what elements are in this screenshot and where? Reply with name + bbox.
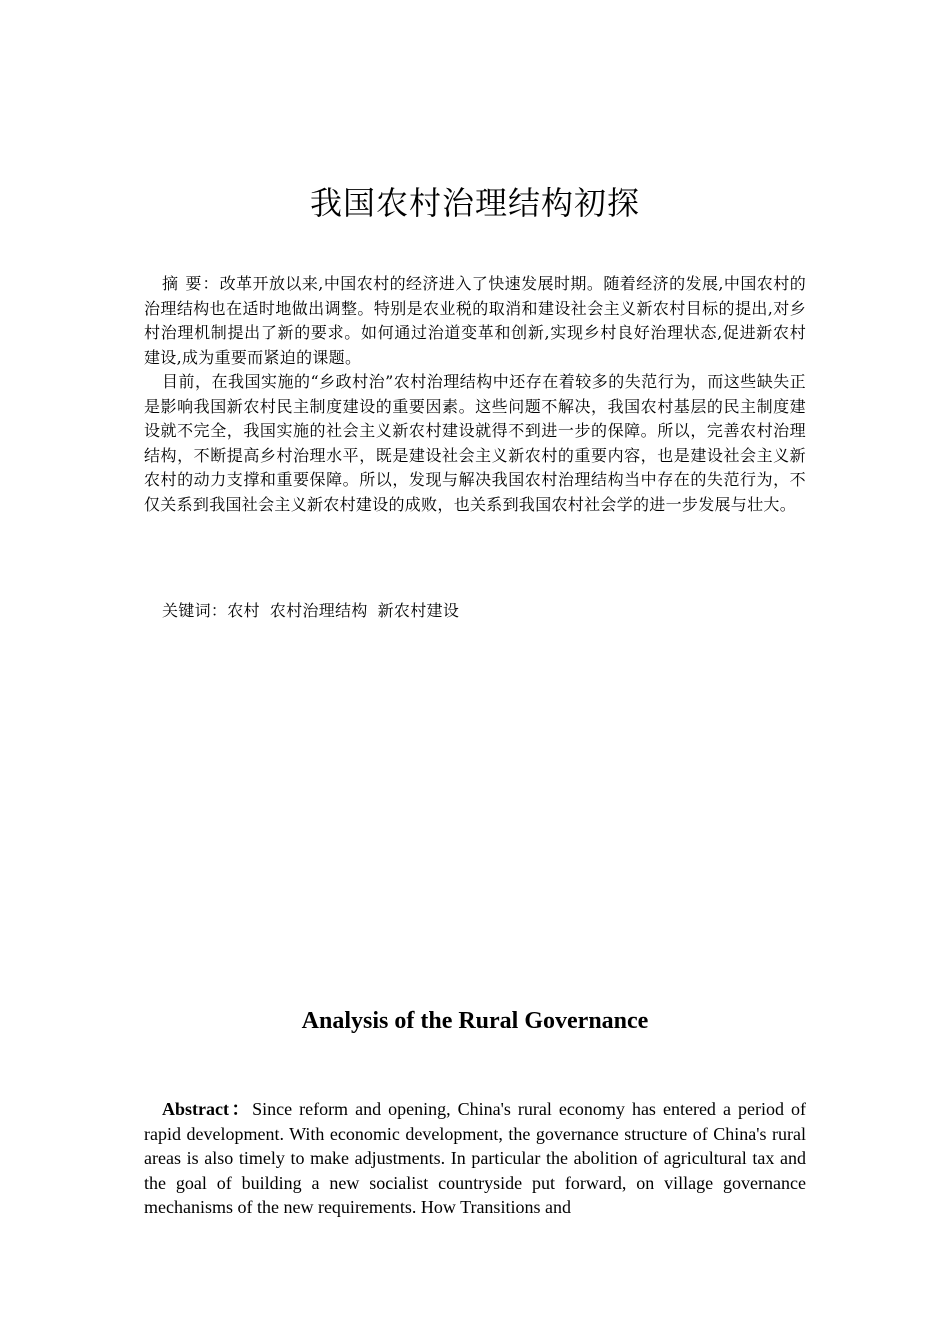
chinese-abstract-label: 摘 要： <box>162 274 220 293</box>
chinese-abstract-paragraph-1 <box>144 272 806 370</box>
english-title: Analysis of the Rural Governance <box>301 1008 649 1034</box>
keyword-item: 农村治理结构 <box>269 601 368 620</box>
chinese-abstract-paragraph-2: 目前，在我国实施的“乡政村治”农村治理结构中还存在着较多的失范行为，而这些缺失正是影响我国新农村民主制度建设的重要因素。这些问题不解决，我国农村基层的民主制度建设就不完全，我国实施的社会主义新农村建设就得不到进一步的保障。所以，完善农村治理结构，不断提高乡村治理水平，既是建设社会主义新农村的重要内容，也是建设社会主义新农村的动力支撑和重要保障。所以，发现与解决我国农村治理结构当中存在的失范行为，不仅关系到我国社会主义新农村建设的成败，也关系到我国农村社会学的进一步发展与壮大。 <box>144 372 806 514</box>
chinese-title: 我国农村治理结构初探 <box>309 184 640 222</box>
english-abstract <box>144 1097 806 1220</box>
chinese-keywords <box>162 599 802 623</box>
chinese-abstract <box>144 272 806 517</box>
chinese-abstract-text-1: 改革开放以来,中国农村的经济进入了快速发展时期。随着经济的发展,中国农村的治理结构也在适时地做出调整。特别是农业税的取消和建设社会主义新农村目标的提出,对乡村治理机制提出了新的要求。如何通过治道变革和创新,实现乡村良好治理状态,促进新农村建设,成为重要而紧迫的课题。 <box>144 274 806 367</box>
english-abstract-text: Since reform and opening, China's rural economy has entered a period of rapid development. With economic development, the governance structure of China's rural areas is also timely to make adjustments. In particular the abolition of agricultural tax and the goal of building a new socialist countryside put forward, on village governance mechanisms of the new requirements. How Transitions and <box>144 1099 807 1218</box>
english-abstract-paragraph <box>144 1097 806 1220</box>
english-abstract-label: Abstract： <box>162 1099 253 1119</box>
chinese-keywords-label: 关键词： <box>162 601 228 620</box>
keyword-item: 新农村建设 <box>377 601 460 620</box>
keyword-item: 农村 <box>227 601 260 620</box>
